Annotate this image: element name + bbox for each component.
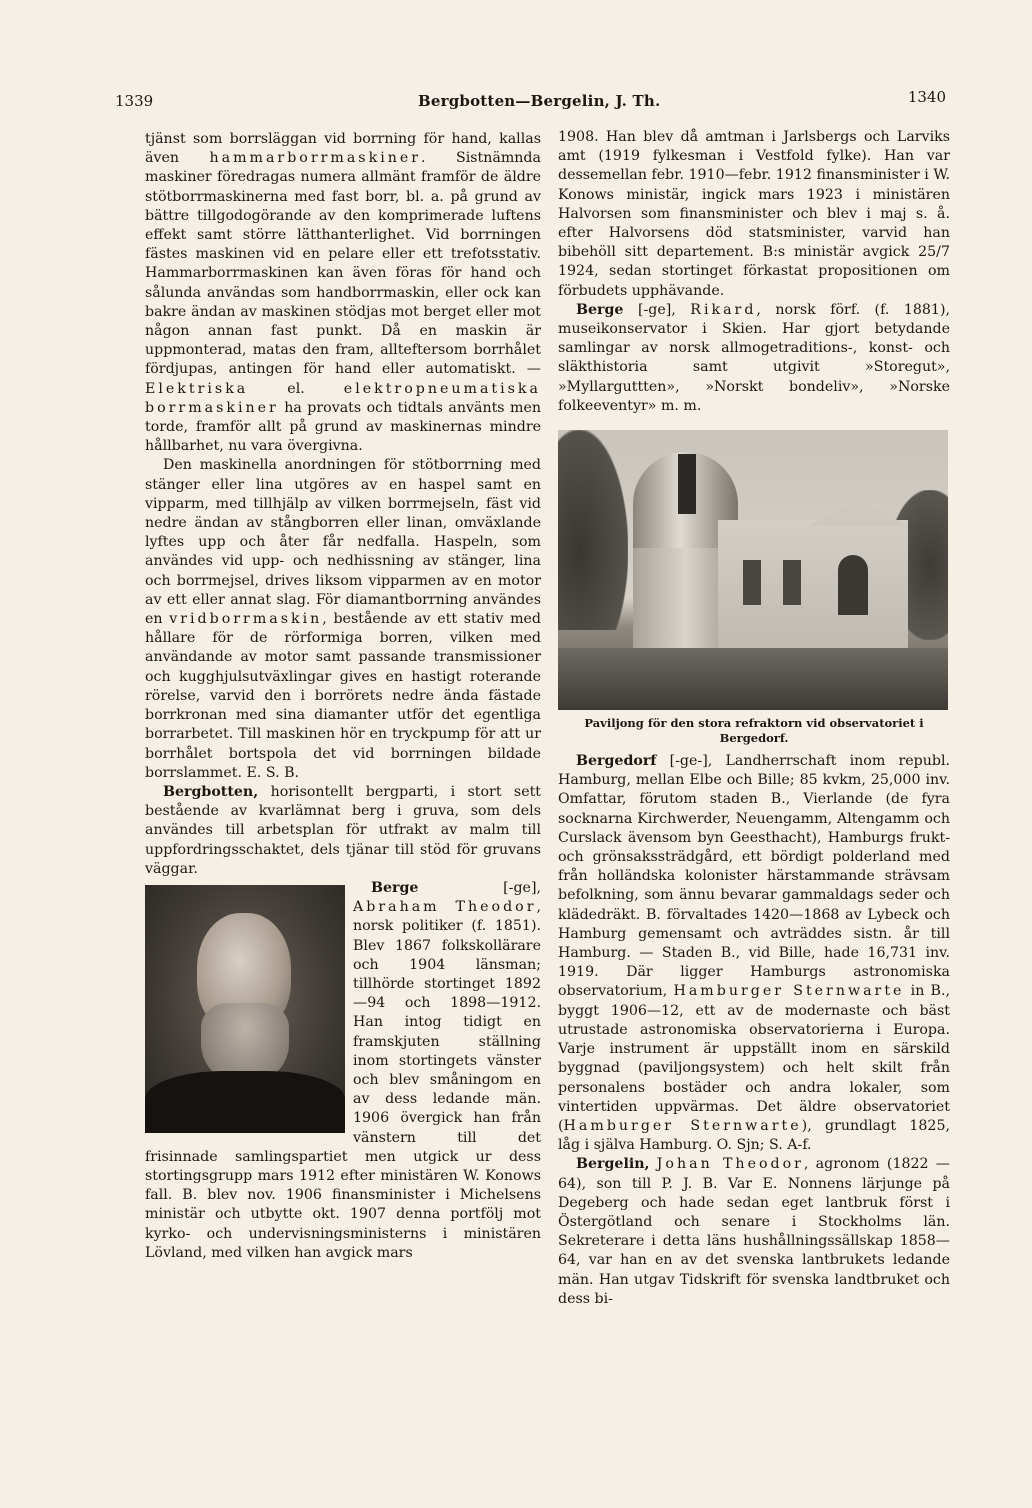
- headword: Bergelin,: [576, 1156, 650, 1173]
- spaced-term: vridborrmaskin: [169, 611, 323, 628]
- spaced-term: elektropneumatiska borrmaskiner: [145, 380, 541, 416]
- paragraph-maskinella: [145, 456, 541, 782]
- entry-berge-continued: 1908. Han blev då amtman i Jarlsbergs och Larviks amt (1919 fylkesman i Vestfold fylke). Han var dessemellan febr. 1910—febr. 1912 finansminister i W. Konows ministär, ingick mars 1923 i ministären Halvorsen som finansminister och blev i maj s. å. efter Halvorsens död statsminister, varvid han bibehöll sitt departement. B:s ministär avgick 25/7 1924, sedan stortinget förkastat propositionen om förbudets upphävande.: [558, 129, 950, 299]
- text-run: , norsk förf. (f. 1881), museikonservator i Skien. Har gjort betydande samlingar av norsk allmogetraditions-, konst- och släkthistoria samt utgivit »Storegut», »Myllarguttten», »Norskt bondeliv», »Norske folkeeventyr» m. m.: [558, 301, 950, 414]
- paragraph-borrmaskin: [145, 130, 541, 456]
- pavilion-pediment: [808, 500, 908, 526]
- entry-berge-abraham: [145, 879, 541, 1263]
- text-run: el.: [248, 380, 344, 397]
- text-run: , bestående av ett stativ med hållare för de rörformiga borren, vilken med användande av motor samt passande transmissioner och kugghjulsutväxlingar gives en hastigt roterande rörelse, varvid den i borrörets nedre ända fästade borrkronan med sina diamanter utför det egentliga borrarbetet. Till maskinen hör en tryckpump för att ur borrhålet bortspola det vid borrningen bildade borrslammet. E. S. B.: [145, 611, 542, 781]
- page-number-right: 1340: [907, 88, 946, 106]
- figure-caption: Paviljong för den stora refraktorn vid observatoriet i Bergedorf.: [584, 716, 924, 746]
- text-run: horisontellt bergparti, i stort sett bestående av kvarlämnat berg i gruva, som dels användes till arbetsplan för utfrakt av malm till uppfordringsschaktet, dels tjänar till stöd för gruvans väggar.: [145, 783, 541, 877]
- observatory-figure: [558, 430, 950, 746]
- text-run: Den maskinella anordningen för stötborrning med stänger eller lina utgöres av en haspel samt en vipparm, med tillhjälp av vilken borrmejseln, fäst vid nedre ändan av stångborren eller linan, omväxlande lyftes upp och åter får nedfalla. Haspeln, som användes vid upp- och nedhissning av stänger, lina och borrmejsel, drives liksom vipparmen av en motor av ett eller annat slag. För diamantborrning användes en: [145, 457, 541, 628]
- entry-berge-rikard: [558, 301, 950, 416]
- tree-shape: [558, 430, 628, 630]
- headword: Berge: [576, 301, 624, 318]
- headword: Bergbotten,: [163, 783, 259, 800]
- page-number-left: 1339: [115, 92, 154, 110]
- headword: Bergedorf: [576, 753, 657, 770]
- running-title: Bergbotten—Bergelin, J. Th.: [418, 92, 661, 110]
- text-run: , norsk politiker (f. 1851). Blev 1867 folkskollärare och 1904 länsman; tillhörde stortinget 1892 —94 och 1898—1912. Han intog tidigt en framskjuten ställning inom stortingets vänster och blev småningom en av dess ledande män. 1906 övergick han från vänstern till det frisinnade samlingspartiet men utgick ur dess stortingsgrupp mars 1912 efter ministären W. Konows fall. B. blev nov. 1906 finansminister i Michelsens ministär och utbytte okt. 1907 denna portfölj mot kyrko- och undervisningsministerns i ministären Lövland, med vilken han avgick mars: [145, 899, 541, 1261]
- text-run: in B., byggt 1906—12, ett av de modernaste och bäst utrustade astronomiska observatorierna i Europa. Varje instrument är uppställt inom en särskild byggnad (paviljongsystem) och helt skilt från personalens bostäder och andra lokaler, som vintertiden uppvärmas. Det äldre observatoriet (: [558, 983, 950, 1134]
- spaced-term: Hamburger Sternwarte: [563, 1117, 802, 1134]
- left-column: [145, 130, 541, 1263]
- spaced-term: Elektriska: [145, 380, 249, 397]
- entry-bergelin: [558, 1155, 950, 1309]
- portrait-photo: [145, 885, 345, 1133]
- text-run: ), grundlagt 1825, låg i själva Hamburg. O. Sjn; S. A-f.: [558, 1117, 950, 1154]
- text-run: ha provats och tidtals använts men torde, framför allt på grund av maskinernas mindre hållbarhet, nu vara övergivna.: [145, 399, 541, 455]
- right-column: [558, 128, 950, 1309]
- text-run: tjänst som borrsläggan vid borrning för hand, kallas även: [145, 131, 541, 167]
- lawn: [558, 648, 948, 710]
- page-header: [0, 88, 1032, 116]
- entry-bergedorf: [558, 752, 950, 1155]
- text-run: , agronom (1822 —64), son till P. J. B. Var E. Nonnens lärjunge på Degeberg och hade sedan eget lantbruk först i Östergötland och senare i Stockholms län. Sekreterare i detta läns hushållningssällskap 1858—64, var han en av det svenska lantbrukets ledande män. Han utgav Tidskrift för svenska landtbruket och dess bi-: [558, 1156, 950, 1307]
- spaced-name: Johan Theodor: [656, 1156, 804, 1173]
- pavilion-window: [783, 560, 801, 605]
- text-run: [-ge-], Landherrschaft inom republ. Hamburg, mellan Elbe och Bille; 85 kvkm, 25,000 inv. Omfattar, förutom staden B., Vierlande (de fyra socknarna Kirchwerder, Neuengamm, Altengamm och Curslack ävensom byn Geesthacht), Hamburgs frukt- och grönsakssträdgård, ett bördigt polderland med från holländska kolonister härstammande strävsam befolkning, som ännu bevarar gammaldags seder och klädedräkt. B. förvaltades 1420—1868 av Lybeck och Hamburg gemensamt och avträddes sistn. år till Hamburg. — Staden B., vid Bille, hade 16,731 inv. 1919. Där ligger Hamburgs astronomiska observatorium,: [558, 753, 950, 1000]
- spaced-name: Rikard: [690, 301, 757, 318]
- text-run: . Sistnämnda maskiner föredragas numera allmänt framför de äldre stötborrmaskinerna med fast borr, bl. a. på grund av bättre tillgodogörande av den komprimerade luftens effekt samt större lätthanterlighet. Vid borrningen fästes maskinen vid en pelare eller ett trefotsstativ. Hammarborrmaskinen kan även föras för hand och sålunda användas som handborrmaskin, eller ock kan bakre ändan av maskinen stödjas mot berget eller mot någon annan fast punkt. Då en maskin är uppmonterad, matas den fram, allteftersom borrhålet fördjupas, antingen för hand eller automatiskt. —: [145, 150, 541, 378]
- text-run: [-ge],: [418, 879, 541, 896]
- pavilion-door: [838, 555, 868, 615]
- spaced-name: Abraham Theodor: [353, 899, 537, 916]
- observatory-photo: [558, 430, 948, 710]
- dome-slit: [678, 454, 696, 514]
- text-run: [649, 1156, 656, 1172]
- spaced-term: Hamburger Sternwarte: [673, 983, 905, 1000]
- headword: Berge: [371, 879, 419, 896]
- entry-bergbotten: [145, 783, 541, 879]
- pavilion-window: [743, 560, 761, 605]
- portrait-coat: [145, 1071, 345, 1133]
- text-run: [-ge],: [623, 301, 691, 318]
- spaced-term: hammarborrmaskiner: [209, 150, 422, 167]
